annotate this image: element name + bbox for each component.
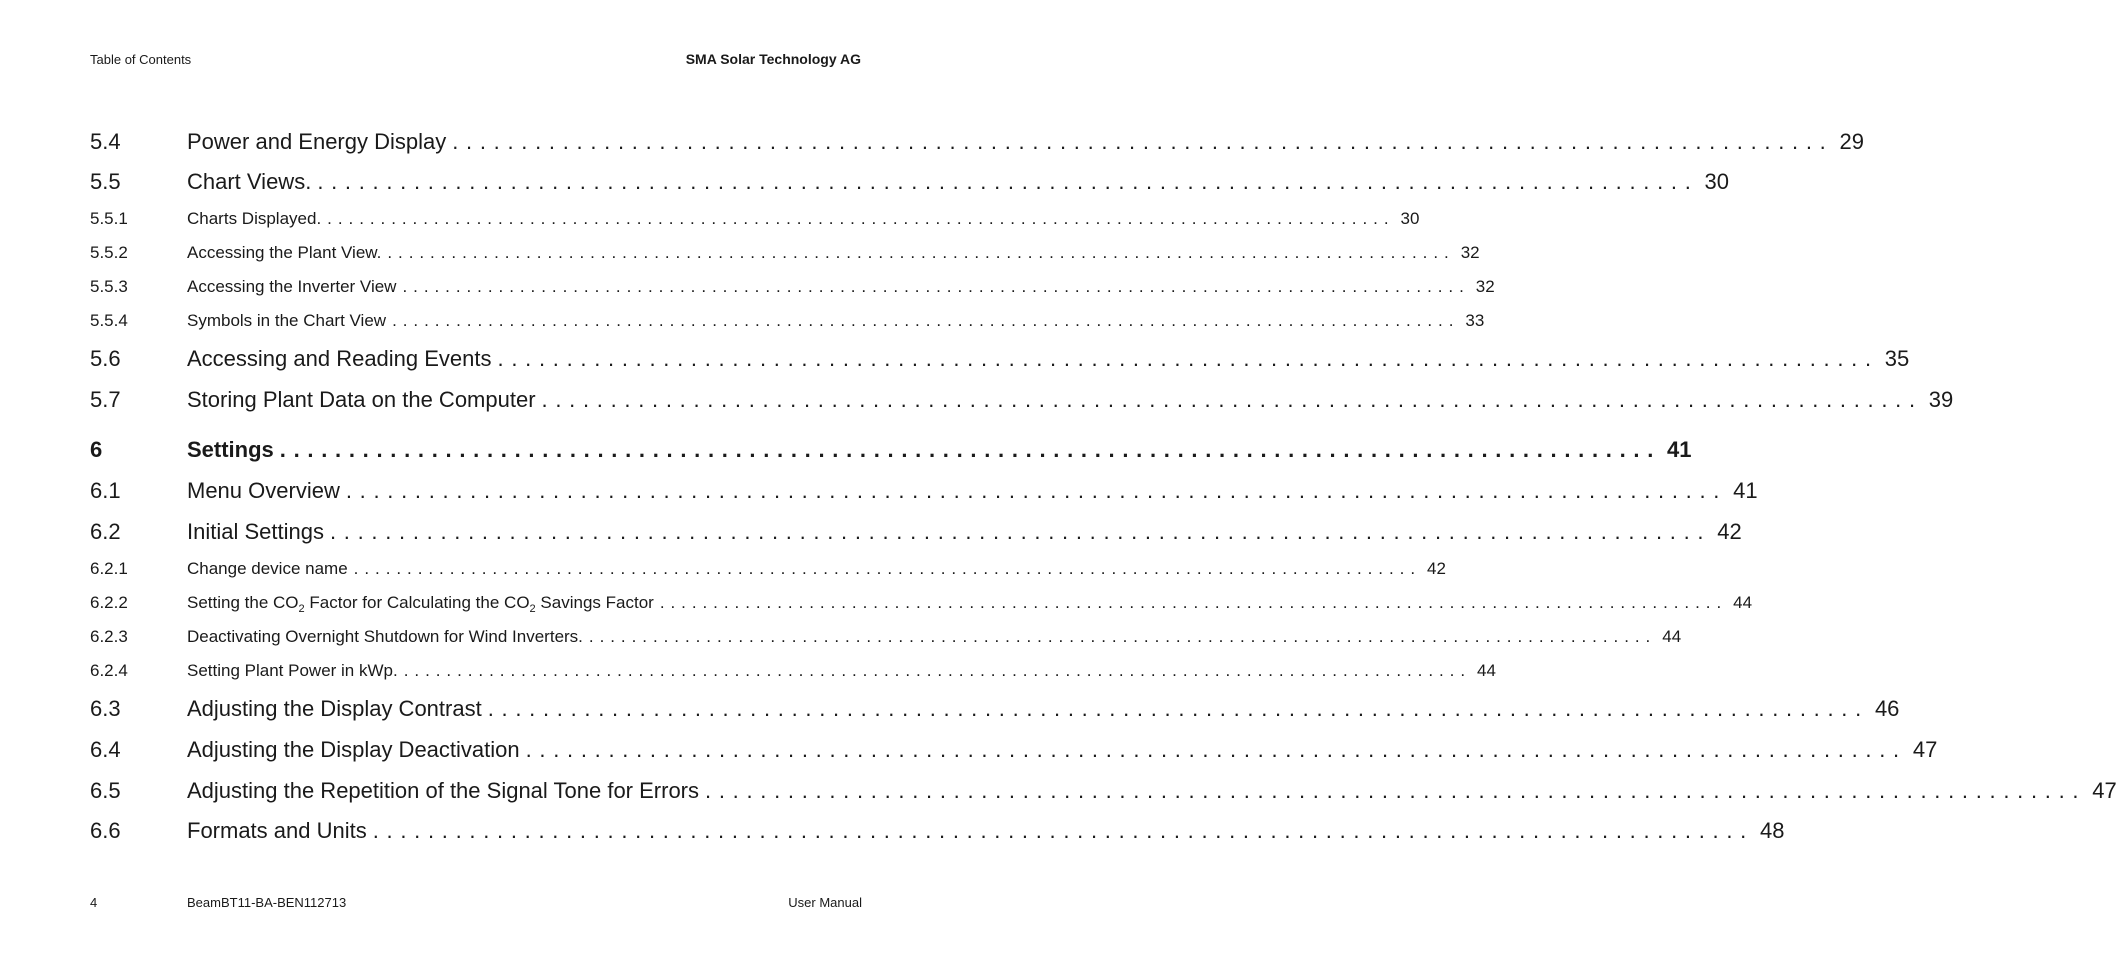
- toc-entry-page: 35: [1884, 346, 1910, 371]
- toc-entry-number: 6.2.1: [90, 559, 128, 578]
- toc-entry-title: Power and Energy Display: [187, 129, 447, 154]
- toc-entry-page: 30: [1704, 169, 1730, 194]
- toc-entry-number: 5.5.4: [90, 311, 128, 330]
- toc-entry-page: 44: [1733, 593, 1753, 612]
- dot-leader: ....................................................................................................: [387, 243, 1455, 262]
- subscript-two: 2: [298, 602, 305, 615]
- toc-entry-page: 44: [1662, 627, 1682, 646]
- header-company-name: SMA Solar Technology AG: [685, 51, 861, 67]
- toc-entry-page: 47: [2092, 778, 2117, 803]
- dot-leader: ....................................................................................................: [525, 737, 1907, 762]
- toc-entry-page: 41: [1733, 478, 1758, 503]
- dot-leader: ....................................................................................................: [588, 627, 1657, 646]
- toc-entry-title: Change device name: [187, 559, 348, 578]
- title-text: Setting the CO: [187, 593, 299, 612]
- toc-entry-title: Adjusting the Display Deactivation: [187, 737, 520, 762]
- dot-leader: ....................................................................................................: [327, 209, 1395, 228]
- toc-entry-number: 6.1: [90, 478, 121, 503]
- dot-leader: ....................................................................................................: [452, 129, 1834, 154]
- toc-entry[interactable]: [90, 737, 1938, 763]
- dot-leader: ....................................................................................................: [402, 277, 1470, 296]
- subscript-two: 2: [529, 602, 536, 615]
- toc-entry-number: 5.7: [90, 387, 121, 412]
- dot-leader: ....................................................................................................: [705, 778, 2087, 803]
- toc-entry-number: 6.3: [90, 696, 121, 721]
- toc-entry-page: 48: [1759, 818, 1785, 843]
- dot-leader: ....................................................................................................: [329, 519, 1712, 544]
- toc-entry-number: 6: [90, 437, 103, 462]
- dot-leader: ....................................................................................................: [353, 559, 1421, 578]
- toc-entry[interactable]: [90, 696, 1900, 722]
- toc-entry-number: 5.5.3: [90, 277, 128, 296]
- toc-entry-page: 32: [1475, 277, 1495, 296]
- dot-leader: ....................................................................................................: [279, 437, 1662, 462]
- toc-entry-number: 6.2.2: [90, 593, 128, 612]
- toc-entry-number: 6.2.4: [90, 661, 128, 680]
- toc-entry[interactable]: [90, 277, 1495, 297]
- toc-entry-title: Deactivating Overnight Shutdown for Wind Inverters.: [187, 627, 583, 646]
- toc-entry-page: 44: [1477, 661, 1496, 680]
- toc-entry-title: Accessing the Inverter View: [187, 277, 397, 296]
- toc-entry[interactable]: [90, 129, 1864, 155]
- toc-entry[interactable]: [90, 346, 1910, 372]
- toc-chapter-entry[interactable]: [90, 437, 1692, 463]
- toc-entry-page: 30: [1400, 209, 1420, 228]
- toc-entry-page: 33: [1465, 311, 1485, 330]
- toc-entry[interactable]: [90, 478, 1758, 504]
- toc-entry[interactable]: [90, 209, 1420, 229]
- dot-leader: ....................................................................................................: [372, 818, 1754, 843]
- toc-entry-number: 6.6: [90, 818, 121, 843]
- toc-entry-number: 5.5: [90, 169, 121, 194]
- toc-entry-title: Charts Displayed.: [187, 209, 322, 228]
- toc-entry-title: Adjusting the Repetition of the Signal Tone for Errors: [187, 778, 700, 803]
- toc-entry[interactable]: [90, 627, 1682, 647]
- toc-entry[interactable]: [90, 593, 1753, 615]
- toc-entry-number: 6.4: [90, 737, 121, 762]
- toc-entry-page: 42: [1717, 519, 1742, 544]
- footer-page-number: 4: [90, 895, 98, 910]
- header-section-title: Table of Contents: [90, 52, 192, 67]
- toc-entry-number: 5.5.2: [90, 243, 128, 262]
- toc-entry-title: Accessing and Reading Events: [187, 346, 492, 371]
- dot-leader: ....................................................................................................: [487, 696, 1869, 721]
- toc-entry[interactable]: [90, 818, 1785, 844]
- toc-entry-number: 6.5: [90, 778, 121, 803]
- dot-leader: ....................................................................................................: [317, 169, 1699, 194]
- toc-entry-title: Settings: [187, 437, 274, 462]
- toc-entry-page: 41: [1667, 437, 1692, 462]
- toc-entry-title: Initial Settings: [187, 519, 324, 544]
- toc-entry-title: Menu Overview: [187, 478, 340, 503]
- toc-entry-number: 5.4: [90, 129, 121, 154]
- toc-entry-title: Formats and Units: [187, 818, 367, 843]
- toc-entry[interactable]: [90, 311, 1485, 331]
- toc-entry-page: 46: [1874, 696, 1900, 721]
- dot-leader: ....................................................................................................: [403, 661, 1472, 680]
- toc-entry-page: 29: [1839, 129, 1864, 154]
- toc-entry-title: Accessing the Plant View.: [187, 243, 382, 262]
- dot-leader: ....................................................................................................: [497, 346, 1879, 371]
- toc-entry-title: Setting Plant Power in kWp.: [187, 661, 398, 680]
- toc-entry-number: 6.2.3: [90, 627, 128, 646]
- toc-entry-page: 39: [1928, 387, 1954, 412]
- toc-entry-title: [187, 593, 654, 613]
- toc-entry[interactable]: [90, 519, 1742, 545]
- footer-document-id: BeamBT11-BA-BEN112713: [187, 895, 347, 910]
- dot-leader: ....................................................................................................: [392, 311, 1460, 330]
- toc-entry-number: 5.5.1: [90, 209, 128, 228]
- toc-entry-number: 5.6: [90, 346, 121, 371]
- toc-entry-title: Storing Plant Data on the Computer: [187, 387, 536, 412]
- toc-entry[interactable]: [90, 559, 1446, 579]
- title-text: Savings Factor: [535, 593, 654, 612]
- toc-entry-number: 6.2: [90, 519, 121, 544]
- toc-entry-page: 32: [1460, 243, 1480, 262]
- toc-entry-title: Chart Views.: [187, 169, 312, 194]
- toc-entry-title: Symbols in the Chart View: [187, 311, 387, 330]
- toc-entry[interactable]: [90, 243, 1480, 263]
- dot-leader: ....................................................................................................: [659, 593, 1728, 612]
- toc-entry[interactable]: [90, 169, 1730, 195]
- toc-entry[interactable]: [90, 387, 1954, 413]
- dot-leader: ....................................................................................................: [541, 387, 1923, 412]
- toc-entry[interactable]: [90, 778, 2117, 804]
- title-text: Factor for Calculating the CO: [304, 593, 530, 612]
- footer-document-type: User Manual: [788, 895, 862, 910]
- toc-entry[interactable]: [90, 661, 1496, 681]
- toc-entry-page: 42: [1427, 559, 1446, 578]
- toc-entry-page: 47: [1912, 737, 1938, 762]
- dot-leader: ....................................................................................................: [345, 478, 1728, 503]
- toc-entry-title: Adjusting the Display Contrast: [187, 696, 482, 721]
